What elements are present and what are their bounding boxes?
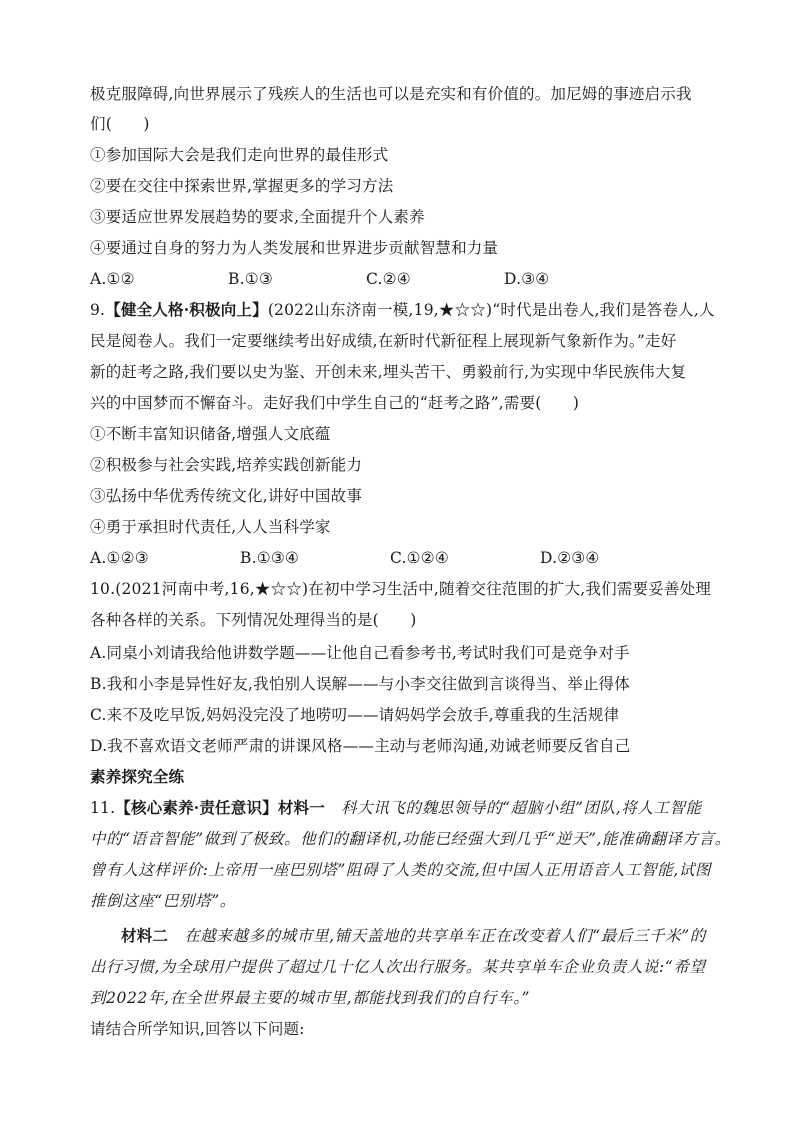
q9-tag: 【健全人格·积极向上】 [105,300,268,319]
q8-option-a[interactable]: A.①② [90,270,135,288]
q9-stem-line-1 [90,300,715,320]
q11-material1-label: 材料一 [277,798,325,817]
q10-option-b[interactable]: B.我和小李是异性好友,我怕别人误解——与小李交往做到言谈得当、举止得体 [90,675,630,693]
q9-stem-line-4: 兴的中国梦而不懈奋斗。走好我们中学生自己的“赶考之路”,需要( ) [90,394,580,412]
q10-option-c[interactable]: C.来不及吃早饭,妈妈没完没了地唠叨——请妈妈学会放手,尊重我的生活规律 [90,706,620,724]
q11-material1-line-4: 推倒这座“巴别塔”。 [90,892,236,910]
q8-item-2: ②要在交往中探索世界,掌握更多的学习方法 [90,177,394,195]
q8-item-1: ①参加国际大会是我们走向世界的最佳形式 [90,146,389,164]
q10-option-d[interactable]: D.我不喜欢语文老师严肃的讲课风格——主动与老师沟通,劝诫老师要反省自己 [90,737,631,755]
q11-material1-line-3: 曾有人这样评价:上帝用一座巴别塔”阻碍了人类的交流,但中国人正用语音人工智能,试图 [90,861,712,879]
q9-stem-text-1: (2022山东济南一模,19,★☆☆)“时代是出卷人,我们是答卷人,人 [267,301,715,319]
q9-item-4: ④勇于承担时代责任,人人当科学家 [90,518,331,536]
q9-option-d[interactable]: D.②③④ [540,549,600,567]
q10-stem-line-1: 10.(2021河南中考,16,★☆☆)在初中学习生活中,随着交往范围的扩大,我们需要妥善处理 [90,580,712,598]
q8-stem-line-1: 极克服障碍,向世界展示了残疾人的生活也可以是充实和有价值的。加尼姆的事迹启示我 [90,85,692,103]
q9-stem-line-2: 民是阅卷人。我们一定要继续考出好成绩,在新时代新征程上展现新气象新作为。”走好 [90,332,677,350]
q8-options [90,269,549,289]
q11-material2-line-1 [121,926,706,946]
q9-options [90,548,600,568]
q8-item-3: ③要适应世界发展趋势的要求,全面提升个人素养 [90,208,425,226]
q8-item-4: ④要通过自身的努力为人类发展和世界进步贡献智慧和力量 [90,239,499,257]
q8-stem-line-2: 们( ) [90,115,150,133]
q11-prompt: 请结合所学知识,回答以下问题: [90,1020,305,1038]
q9-item-3: ③弘扬中华优秀传统文化,讲好中国故事 [90,487,363,505]
q11-material1-line-2: 中的“语音智能”做到了极致。他们的翻译机,功能已经强大到几乎“逆天”,能准确翻译方言。 [90,830,731,848]
q9-item-1: ①不断丰富知识储备,增强人文底蕴 [90,425,331,443]
q8-option-d[interactable]: D.③④ [504,270,550,288]
q11-tag: 【核心素养·责任意识】 [115,798,278,817]
q11-material2-line-3: 到2022年,在全世界最主要的城市里,都能找到我们的自行车。” [90,989,531,1007]
q9-item-2: ②积极参与社会实践,培养实践创新能力 [90,456,363,474]
q8-option-b[interactable]: B.①③ [228,270,273,288]
q8-option-c[interactable]: C.②④ [366,270,411,288]
q11-material2-label: 材料二 [121,926,169,945]
q10-stem-line-2: 各种各样的关系。下列情况处理得当的是( ) [90,611,417,629]
q9-option-a[interactable]: A.①②③ [90,549,149,567]
q9-option-b[interactable]: B.①③④ [240,549,300,567]
q10-option-a[interactable]: A.同桌小刘请我给他讲数学题——让他自己看参考书,考试时我们可是竞争对手 [90,644,630,662]
q11-number: 11. [90,799,116,817]
q11-material1-line-1 [90,798,702,818]
q11-material1-text-1: 科大讯飞的魏思领导的“超脑小组”团队,将人工智能 [324,799,702,817]
q9-option-c[interactable]: C.①②④ [390,549,449,567]
q9-stem-line-3: 新的赶考之路,我们要以史为鉴、开创未来,埋头苦干、勇毅前行,为实现中华民族伟大复 [90,363,687,381]
section-title: 素养探究全练 [90,767,185,786]
q11-material2-text-1: 在越来越多的城市里,铺天盖地的共享单车正在改变着人们“最后三千米”的 [168,927,706,945]
q9-number: 9. [90,301,106,319]
q11-material2-line-2: 出行习惯,为全球用户提供了超过几十亿人次出行服务。某共享单车企业负责人说:“希望 [90,958,706,976]
